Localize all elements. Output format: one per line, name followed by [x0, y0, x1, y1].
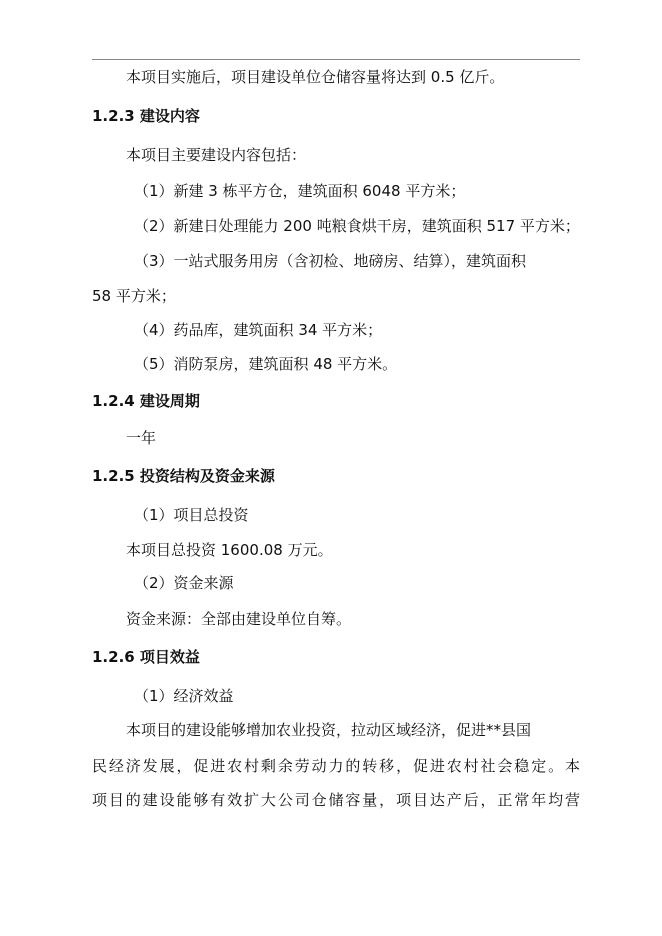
list-item: （2）资金来源: [134, 574, 234, 592]
list-item: （5）消防泵房，建筑面积 48 平方米。: [134, 355, 398, 373]
paragraph-line: 本项目总投资 1600.08 万元。: [126, 541, 333, 559]
header-rule: [92, 59, 580, 60]
paragraph-line: 资金来源：全部由建设单位自筹。: [126, 610, 352, 628]
section-heading: 1.2.5 投资结构及资金来源: [92, 467, 275, 485]
section-heading: 1.2.4 建设周期: [92, 392, 200, 410]
list-item: （4）药品库，建筑面积 34 平方米；: [134, 321, 383, 339]
list-item: （1）项目总投资: [134, 506, 249, 524]
list-item: （3）一站式服务用房（含初检、地磅房、结算），建筑面积: [134, 252, 527, 270]
section-heading: 1.2.6 项目效益: [92, 648, 200, 666]
paragraph-line: 本项目主要建设内容包括：: [126, 146, 307, 164]
list-item: （2）新建日处理能力 200 吨粮食烘干房，建筑面积 517 平方米；: [134, 217, 580, 235]
list-item: （1）经济效益: [134, 687, 234, 705]
paragraph-line: 项目的建设能够有效扩大公司仓储容量，项目达产后，正常年均营: [92, 791, 580, 809]
list-item: （1）新建 3 栋平方仓，建筑面积 6048 平方米；: [134, 182, 466, 200]
paragraph-line: 民经济发展，促进农村剩余劳动力的转移，促进农村社会稳定。本: [92, 757, 580, 775]
paragraph-line: 本项目的建设能够增加农业投资，拉动区域经济，促进**县国: [126, 721, 532, 739]
paragraph-line: 一年: [126, 429, 157, 447]
section-heading: 1.2.3 建设内容: [92, 107, 200, 125]
paragraph-line: 本项目实施后，项目建设单位仓储容量将达到 0.5 亿斤。: [126, 68, 505, 86]
list-item-continuation: 58 平方米；: [92, 287, 176, 305]
